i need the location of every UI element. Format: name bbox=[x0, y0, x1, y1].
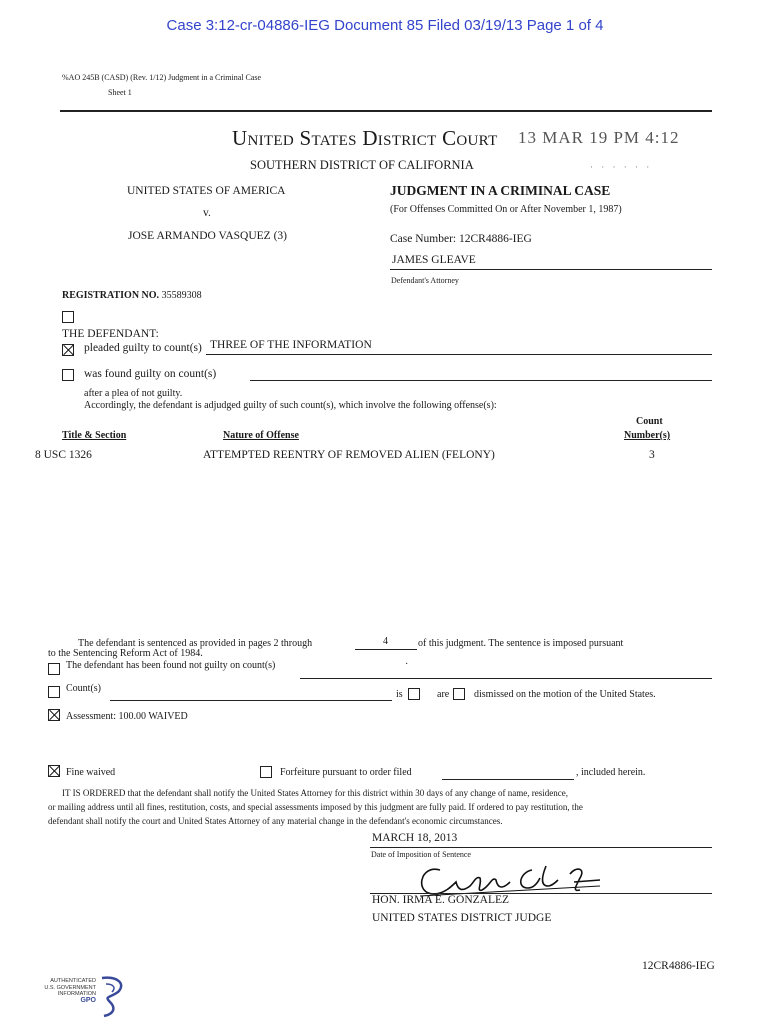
versus-label: v. bbox=[203, 207, 211, 219]
forfeiture-checkbox[interactable] bbox=[260, 766, 272, 778]
assessment-checkbox[interactable] bbox=[48, 709, 60, 721]
gpo-line2: U.S. GOVERNMENT bbox=[44, 984, 96, 991]
date-label: Date of Imposition of Sentence bbox=[371, 850, 471, 859]
gpo-eagle-icon bbox=[96, 974, 128, 1018]
judge-title: UNITED STATES DISTRICT JUDGE bbox=[372, 912, 552, 924]
sentence-line1-pre: The defendant is sentenced as provided in pages 2 through bbox=[78, 638, 313, 649]
are-checkbox[interactable] bbox=[453, 688, 465, 700]
district-name: SOUTHERN DISTRICT OF CALIFORNIA bbox=[250, 158, 474, 172]
not-guilty-label: The defendant has been found not guilty on count(s) bbox=[66, 660, 276, 671]
pleaded-guilty-value: THREE OF THE INFORMATION bbox=[210, 339, 372, 351]
fine-waived-label: Fine waived bbox=[66, 767, 116, 778]
plaintiff-name: UNITED STATES OF AMERICA bbox=[127, 185, 286, 197]
filed-stamp: 13 MAR 19 PM 4:12 bbox=[518, 128, 680, 147]
counts-label: Count(s) bbox=[66, 683, 101, 694]
is-checkbox[interactable] bbox=[408, 688, 420, 700]
header-rule bbox=[60, 110, 712, 112]
defendant-heading: THE DEFENDANT: bbox=[62, 328, 159, 340]
accordingly-text: Accordingly, the defendant is adjudged guilty of such count(s), which involve the following offense(s): bbox=[84, 400, 497, 411]
judgment-subtitle: (For Offenses Committed On or After November 1, 1987) bbox=[390, 204, 622, 215]
found-guilty-checkbox[interactable] bbox=[62, 369, 74, 381]
col-count-top: Count bbox=[636, 416, 663, 427]
order-line3: defendant shall notify the court and United States Attorney of any material change in the defendant's economic circumstances. bbox=[48, 816, 503, 826]
attorney-name: JAMES GLEAVE bbox=[392, 254, 476, 266]
registration-row bbox=[62, 290, 202, 301]
are-label: are bbox=[437, 689, 450, 700]
form-sheet: Sheet 1 bbox=[108, 88, 132, 97]
sentence-date: MARCH 18, 2013 bbox=[372, 832, 458, 844]
fine-waived-checkbox[interactable] bbox=[48, 765, 60, 777]
registration-checkbox[interactable] bbox=[62, 311, 74, 323]
dismissed-label: dismissed on the motion of the United States. bbox=[474, 689, 656, 700]
col-title-section: Title & Section bbox=[62, 430, 127, 441]
sentence-line1-post: of this judgment. The sentence is imposed pursuant bbox=[418, 638, 624, 649]
col-count-bottom: Number(s) bbox=[624, 430, 671, 441]
not-guilty-checkbox[interactable] bbox=[48, 663, 60, 675]
gpo-line3: INFORMATION bbox=[57, 991, 96, 997]
pleaded-guilty-checkbox[interactable] bbox=[62, 344, 74, 356]
included-herein: , included herein. bbox=[576, 767, 646, 778]
found-guilty-rule bbox=[250, 380, 712, 381]
sentence-line2: to the Sentencing Reform Act of 1984. bbox=[48, 648, 203, 659]
found-guilty-label: was found guilty on count(s) bbox=[84, 368, 217, 380]
offense-count: 3 bbox=[649, 449, 655, 461]
counts-rule bbox=[110, 700, 392, 701]
gpo-mark: GPO bbox=[80, 996, 96, 1004]
case-number: 12CR4886-IEG bbox=[458, 233, 532, 245]
not-guilty-rule bbox=[300, 678, 712, 679]
case-number-label: Case Number: bbox=[390, 233, 457, 245]
court-name: United States District Court bbox=[232, 126, 498, 150]
not-guilty-tick: · bbox=[405, 659, 409, 670]
registration-label: REGISTRATION NO. bbox=[62, 290, 160, 301]
forfeiture-rule bbox=[442, 779, 574, 780]
judgment-title: JUDGMENT IN A CRIMINAL CASE bbox=[390, 183, 611, 198]
registration-number: 35589308 bbox=[161, 290, 202, 301]
counts-checkbox[interactable] bbox=[48, 686, 60, 698]
forfeiture-label: Forfeiture pursuant to order filed bbox=[280, 767, 412, 778]
date-rule bbox=[370, 847, 712, 848]
is-label: is bbox=[396, 689, 403, 700]
case-header: Case 3:12-cr-04886-IEG Document 85 Filed 03/19/13 Page 1 of 4 bbox=[166, 17, 604, 34]
footer-case-number: 12CR4886-IEG bbox=[642, 960, 715, 972]
assessment-label: Assessment: 100.00 WAIVED bbox=[66, 711, 188, 722]
case-number-row bbox=[390, 233, 532, 245]
gpo-line1: AUTHENTICATED bbox=[50, 978, 96, 984]
offense-title-section: 8 USC 1326 bbox=[35, 449, 92, 461]
stamp-noise: · · · · · · bbox=[590, 162, 653, 172]
order-line2: or mailing address until all fines, restitution, costs, and special assessments imposed by this judgment are fully paid. If ordered to pay restitution, the bbox=[48, 802, 583, 812]
after-plea-text: after a plea of not guilty. bbox=[84, 388, 183, 399]
order-line1: IT IS ORDERED that the defendant shall notify the United States Attorney for this district within 30 days of any change of name, residence, bbox=[62, 788, 568, 798]
sentence-pages-rule bbox=[355, 649, 417, 650]
attorney-label: Defendant's Attorney bbox=[391, 276, 459, 285]
sentence-pages: 4 bbox=[383, 636, 388, 647]
gpo-authentication-seal bbox=[38, 974, 128, 1018]
defendant-name: JOSE ARMANDO VASQUEZ (3) bbox=[128, 230, 287, 242]
pleaded-guilty-label: pleaded guilty to count(s) bbox=[84, 342, 202, 354]
form-code: %AO 245B (CASD) (Rev. 1/12) Judgment in a Criminal Case bbox=[62, 73, 262, 82]
pleaded-rule bbox=[206, 354, 712, 355]
col-nature-offense: Nature of Offense bbox=[223, 430, 299, 441]
offense-nature: ATTEMPTED REENTRY OF REMOVED ALIEN (FELONY) bbox=[203, 449, 495, 461]
judge-name: HON. IRMA E. GONZALEZ bbox=[372, 894, 510, 906]
attorney-rule bbox=[390, 269, 712, 270]
